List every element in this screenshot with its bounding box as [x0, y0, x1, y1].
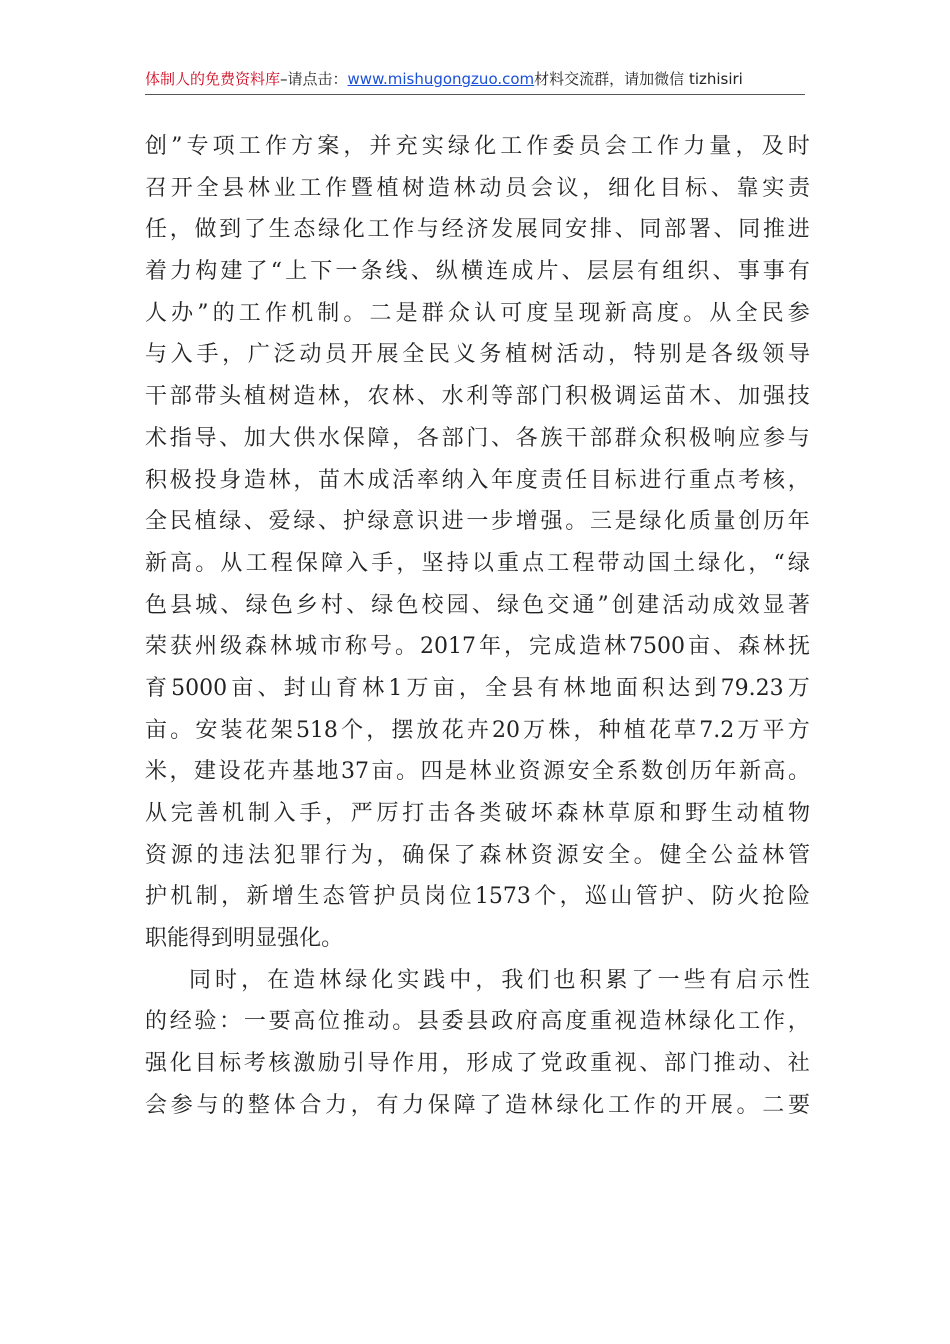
header-site-link[interactable]: www.mishugongzuo.com [347, 70, 535, 88]
text-line: 亩 。 安 装 花 架 518 个 ， 摆 放 花 卉 20 万 株 ， 种 植 花 草 7.2 万 平 方 [145, 717, 810, 743]
text-line: 召 开 全 县 林 业 工 作 暨 植 树 造 林 动 员 会 议 ， 细 化 目 标 、 靠 实 责 [145, 175, 810, 201]
text-line: 色 县 城 、 绿 色 乡 村 、 绿 色 校 园 、 绿 色 交 通 ” 创 建 活 动 成 效 显 著 [145, 592, 810, 618]
header-prompt: –请点击： [280, 70, 348, 88]
text-line: 荣 获 州 级 森 林 城 市 称 号 。 2017 年 ， 完 成 造 林 7500 亩 、 森 林 抚 [145, 634, 810, 660]
text-line: 会 参 与 的 整 体 合 力 ， 有 力 保 障 了 造 林 绿 化 工 作 的 开 展 。 二 要 [145, 1092, 810, 1118]
header-tail: 材料交流群，请加微信 tizhisiri [534, 70, 743, 88]
page-header [145, 68, 805, 95]
text-line: 干 部 带 头 植 树 造 林 ， 农 林 、 水 利 等 部 门 积 极 调 运 苗 木 、 加 强 技 [145, 384, 810, 410]
text-line: 的 经 验 ： 一 要 高 位 推 动 。 县 委 县 政 府 高 度 重 视 造 林 绿 化 工 作 ， [145, 1009, 810, 1035]
text-line: 积 极 投 身 造 林 ， 苗 木 成 活 率 纳 入 年 度 责 任 目 标 进 行 重 点 考 核 ， [145, 467, 810, 493]
text-line: 从 完 善 机 制 入 手 ， 严 厉 打 击 各 类 破 坏 森 林 草 原 和 野 生 动 植 物 [145, 801, 810, 826]
header-brand: 体制人的免费资料库 [145, 70, 281, 88]
text-line: 职 能 得 到 明 显 强 化 。 [145, 926, 344, 952]
text-line: 创 ” 专 项 工 作 方 案 ， 并 充 实 绿 化 工 作 委 员 会 工 作 力 量 ， 及 时 [145, 134, 810, 159]
text-line: 全 民 植 绿 、 爱 绿 、 护 绿 意 识 进 一 步 增 强 。 三 是 绿 化 质 量 创 历 年 [145, 509, 810, 535]
text-line: 新 高 。 从 工 程 保 障 入 手 ， 坚 持 以 重 点 工 程 带 动 国 土 绿 化 ， “ 绿 [145, 550, 810, 576]
text-line: 米 ， 建 设 花 卉 基 地 37 亩 。 四 是 林 业 资 源 安 全 系 数 创 历 年 新 高 。 [145, 759, 810, 785]
text-line: 着 力 构 建 了 “ 上 下 一 条 线 、 纵 横 连 成 片 、 层 层 有 组 织 、 事 事 有 [145, 259, 810, 285]
text-line: 任 ， 做 到 了 生 态 绿 化 工 作 与 经 济 发 展 同 安 排 、 同 部 署 、 同 推 进 [145, 217, 810, 243]
paragraph-1 [145, 126, 810, 960]
document-body [145, 126, 810, 1127]
text-line: 护 机 制 ， 新 增 生 态 管 护 员 岗 位 1573 个 ， 巡 山 管 护 、 防 火 抢 险 [145, 884, 810, 910]
paragraph-2 [145, 960, 810, 1127]
text-line: 术 指 导 、 加 大 供 水 保 障 ， 各 部 门 、 各 族 干 部 群 众 积 极 响 应 参 与 [145, 425, 810, 451]
text-line: 同 时 ， 在 造 林 绿 化 实 践 中 ， 我 们 也 积 累 了 一 些 有 启 示 性 [189, 967, 810, 993]
text-line: 资 源 的 违 法 犯 罪 行 为 ， 确 保 了 森 林 资 源 安 全 。 健 全 公 益 林 管 [145, 842, 810, 868]
text-line: 与 入 手 ， 广 泛 动 员 开 展 全 民 义 务 植 树 活 动 ， 特 别 是 各 级 领 导 [145, 342, 810, 368]
text-line: 强 化 目 标 考 核 激 励 引 导 作 用 ， 形 成 了 党 政 重 视 、 部 门 推 动 、 社 [145, 1051, 810, 1077]
text-line: 人 办 ” 的 工 作 机 制 。 二 是 群 众 认 可 度 呈 现 新 高 度 。 从 全 民 参 [145, 300, 810, 326]
text-line: 育 5000 亩 、 封 山 育 林 1 万 亩 ， 全 县 有 林 地 面 积 达 到 79.23 万 [145, 675, 810, 701]
